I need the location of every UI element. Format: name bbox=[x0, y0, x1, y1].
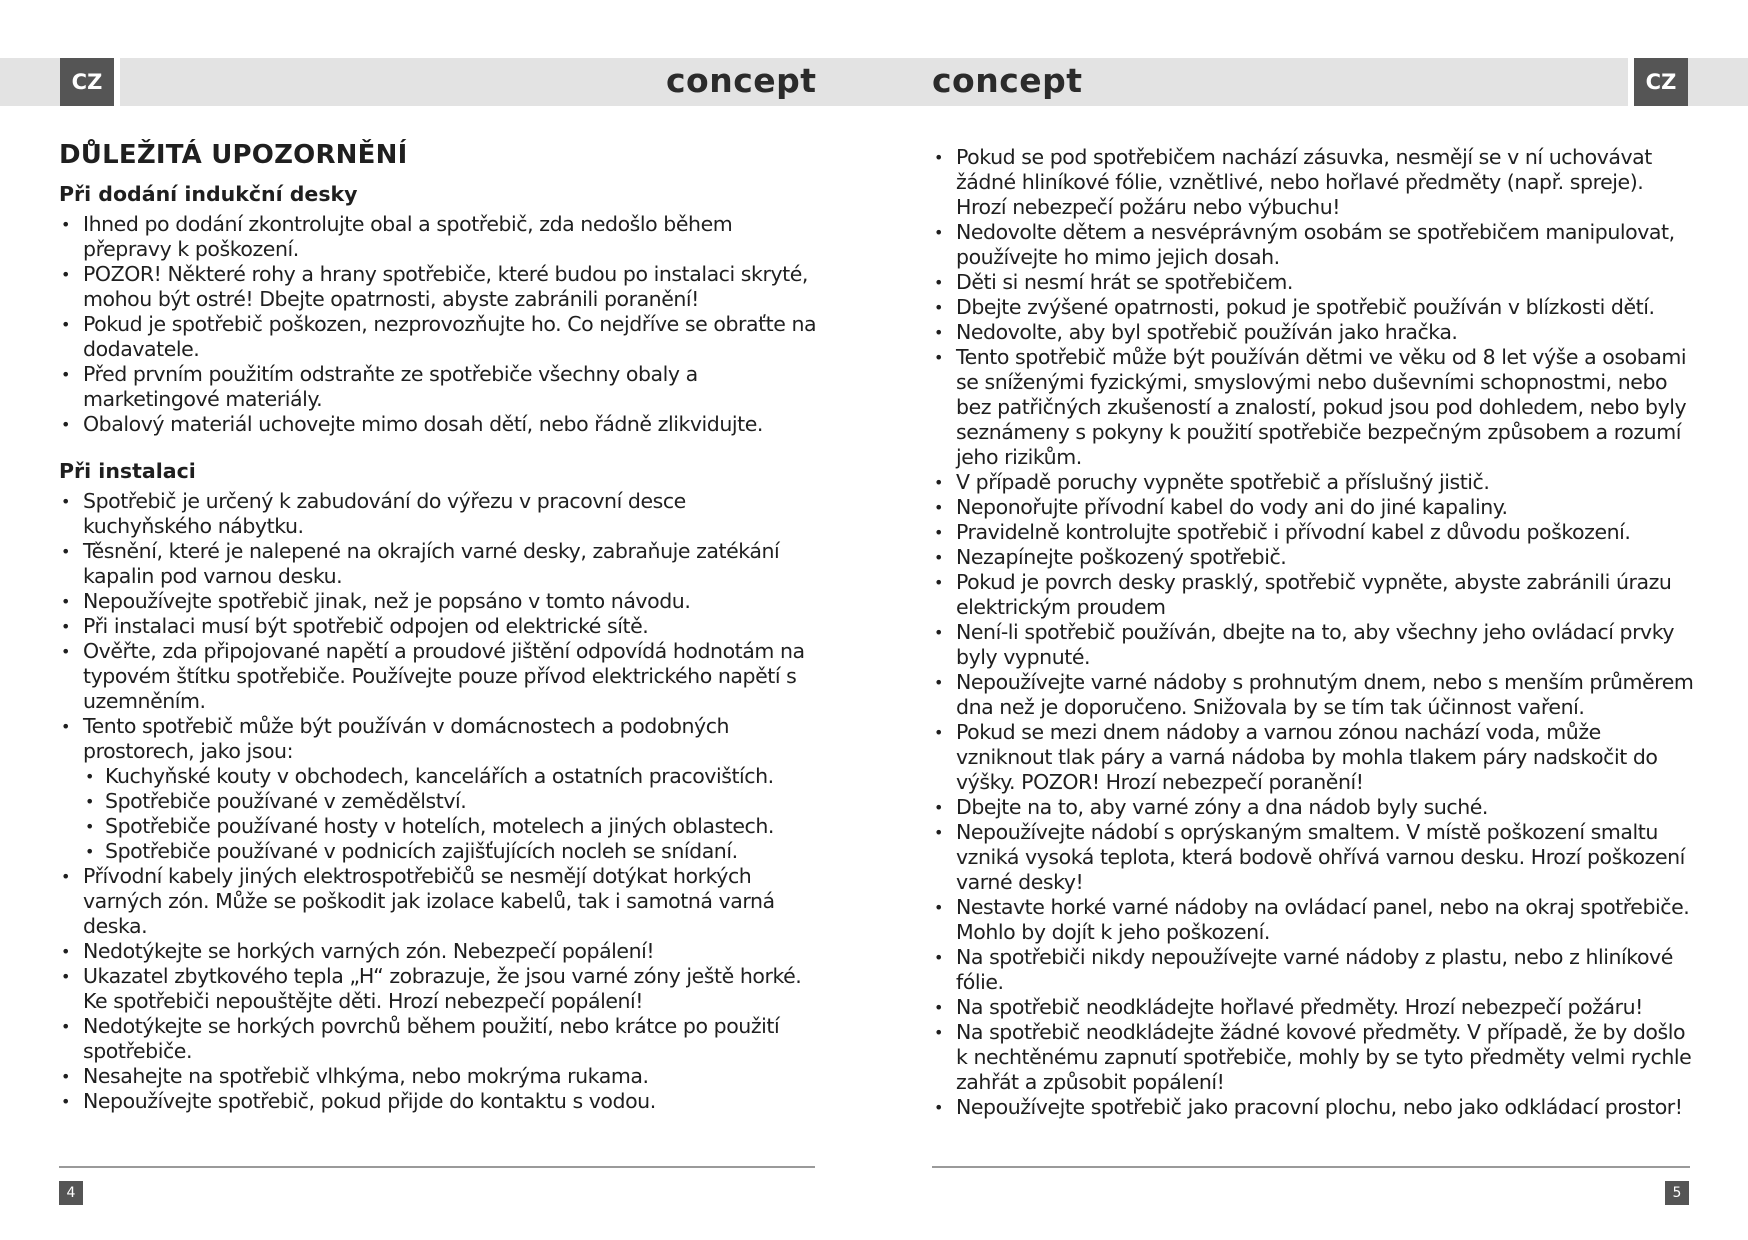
footer-rule-right bbox=[932, 1166, 1690, 1168]
list-item: • Nepoužívejte varné nádoby s prohnutým dnem, nebo s menším průměrem dna než je doporučeno. Snižovala by se tím tak účinnost vaření. bbox=[932, 670, 1694, 720]
brand-logo-right: concept bbox=[932, 61, 1083, 100]
list-item: • Ověřte, zda připojované napětí a proudové jištění odpovídá hodnotám na typovém štítku spotřebiče. Používejte pouze přívod elektrického napětí s uzemněním. bbox=[59, 639, 819, 714]
warnings-list bbox=[932, 145, 1694, 1120]
page-title: DŮLEŽITÁ UPOZORNĚNÍ bbox=[59, 140, 408, 170]
language-badge-right: CZ bbox=[1634, 58, 1688, 106]
footer-rule-left bbox=[59, 1166, 815, 1168]
section-heading-installation: Při instalaci bbox=[59, 459, 196, 483]
list-item: • Nedotýkejte se horkých povrchů během použití, nebo krátce po použití spotřebiče. bbox=[59, 1014, 819, 1064]
sub-list-item: • Spotřebiče používané v zemědělství. bbox=[59, 789, 819, 814]
list-item: • Pravidelně kontrolujte spotřebič i přívodní kabel z důvodu poškození. bbox=[932, 520, 1694, 545]
list-item: • Nezapínejte poškozený spotřebič. bbox=[932, 545, 1694, 570]
list-item: • Při instalaci musí být spotřebič odpojen od elektrické sítě. bbox=[59, 614, 819, 639]
list-item: • Dbejte na to, aby varné zóny a dna nádob byly suché. bbox=[932, 795, 1694, 820]
list-item: • POZOR! Některé rohy a hrany spotřebiče, které budou po instalaci skryté, mohou být ostré! Dbejte opatrnosti, abyste zabránili poranění! bbox=[59, 262, 819, 312]
list-item: • Tento spotřebič může být používán dětmi ve věku od 8 let výše a osobami se sníženými fyzickými, smyslovými nebo duševními schopnostmi, nebo bez patřičných zkušeností a znalostí, pokud jsou pod dohledem, nebo byly seznámeny s pokyny k použití spotřebiče bezpečným způsobem a rozumí jeho rizikům. bbox=[932, 345, 1694, 470]
installation-list bbox=[59, 489, 819, 764]
installation-sublist bbox=[59, 764, 819, 864]
list-item: • Nedotýkejte se horkých varných zón. Nebezpečí popálení! bbox=[59, 939, 819, 964]
right-page bbox=[932, 145, 1694, 1120]
list-item: • Pokud se pod spotřebičem nachází zásuvka, nesmějí se v ní uchovávat žádné hliníkové fólie, vznětlivé, nebo hořlavé předměty (např. spreje). Hrozí nebezpečí požáru nebo výbuchu! bbox=[932, 145, 1694, 220]
left-page bbox=[59, 140, 819, 1114]
list-item: • Nesahejte na spotřebič vlhkýma, nebo mokrýma rukama. bbox=[59, 1064, 819, 1089]
list-item: • Dbejte zvýšené opatrnosti, pokud je spotřebič používán v blízkosti dětí. bbox=[932, 295, 1694, 320]
list-item: • Těsnění, které je nalepené na okrajích varné desky, zabraňuje zatékání kapalin pod varnou desku. bbox=[59, 539, 819, 589]
list-item: • Pokud je spotřebič poškozen, nezprovozňujte ho. Co nejdříve se obraťte na dodavatele. bbox=[59, 312, 819, 362]
page-number-left: 4 bbox=[59, 1181, 83, 1205]
list-item: • Na spotřebič neodkládejte hořlavé předměty. Hrozí nebezpečí požáru! bbox=[932, 995, 1694, 1020]
list-item: • Nedovolte dětem a nesvéprávným osobám se spotřebičem manipulovat, používejte ho mimo jejich dosah. bbox=[932, 220, 1694, 270]
list-item: • Ukazatel zbytkového tepla „H“ zobrazuje, že jsou varné zóny ještě horké. Ke spotřebiči nepouštějte děti. Hrozí nebezpečí popálení! bbox=[59, 964, 819, 1014]
delivery-list bbox=[59, 212, 819, 437]
list-item: • Není-li spotřebič používán, dbejte na to, aby všechny jeho ovládací prvky byly vypnuté. bbox=[932, 620, 1694, 670]
sub-list-item: • Spotřebiče používané hosty v hotelích, motelech a jiných oblastech. bbox=[59, 814, 819, 839]
list-item: • Nepoužívejte spotřebič jinak, než je popsáno v tomto návodu. bbox=[59, 589, 819, 614]
page-number-right: 5 bbox=[1665, 1181, 1689, 1205]
list-item: • Ihned po dodání zkontrolujte obal a spotřebič, zda nedošlo během přepravy k poškození. bbox=[59, 212, 819, 262]
list-item: • Nedovolte, aby byl spotřebič používán jako hračka. bbox=[932, 320, 1694, 345]
list-item: • Na spotřebiči nikdy nepoužívejte varné nádoby z plastu, nebo z hliníkové fólie. bbox=[932, 945, 1694, 995]
list-item: • Před prvním použitím odstraňte ze spotřebiče všechny obaly a marketingové materiály. bbox=[59, 362, 819, 412]
list-item: • Nepoužívejte spotřebič jako pracovní plochu, nebo jako odkládací prostor! bbox=[932, 1095, 1694, 1120]
sub-list-item: • Kuchyňské kouty v obchodech, kancelářích a ostatních pracovištích. bbox=[59, 764, 819, 789]
list-item: • Děti si nesmí hrát se spotřebičem. bbox=[932, 270, 1694, 295]
section-heading-delivery: Při dodání indukční desky bbox=[59, 182, 358, 206]
list-item: • Obalový materiál uchovejte mimo dosah dětí, nebo řádně zlikvidujte. bbox=[59, 412, 819, 437]
list-item: • Nestavte horké varné nádoby na ovládací panel, nebo na okraj spotřebiče. Mohlo by dojít k jeho poškození. bbox=[932, 895, 1694, 945]
list-item: • Na spotřebič neodkládejte žádné kovové předměty. V případě, že by došlo k nechtěnému zapnutí spotřebiče, mohly by se tyto předměty velmi rychle zahřát a způsobit popálení! bbox=[932, 1020, 1694, 1095]
brand-logo-left: concept bbox=[666, 61, 817, 100]
sub-list-item: • Spotřebiče používané v podnicích zajišťujících nocleh se snídaní. bbox=[59, 839, 819, 864]
list-item: • Pokud je povrch desky prasklý, spotřebič vypněte, abyste zabránili úrazu elektrickým proudem bbox=[932, 570, 1694, 620]
list-item: • Tento spotřebič může být používán v domácnostech a podobných prostorech, jako jsou: bbox=[59, 714, 819, 764]
list-item: • Nepoužívejte spotřebič, pokud přijde do kontaktu s vodou. bbox=[59, 1089, 819, 1114]
list-item: • Pokud se mezi dnem nádoby a varnou zónou nachází voda, může vzniknout tlak páry a varná nádoba by mohla tlakem páry nadskočit do výšky. POZOR! Hrozí nebezpečí poranění! bbox=[932, 720, 1694, 795]
installation-list-continued bbox=[59, 864, 819, 1114]
language-badge-left: CZ bbox=[60, 58, 114, 106]
list-item: • Spotřebič je určený k zabudování do výřezu v pracovní desce kuchyňského nábytku. bbox=[59, 489, 819, 539]
list-item: • Neponořujte přívodní kabel do vody ani do jiné kapaliny. bbox=[932, 495, 1694, 520]
list-item: • Přívodní kabely jiných elektrospotřebičů se nesmějí dotýkat horkých varných zón. Může se poškodit jak izolace kabelů, tak i samotná varná deska. bbox=[59, 864, 819, 939]
list-item: • V případě poruchy vypněte spotřebič a příslušný jistič. bbox=[932, 470, 1694, 495]
list-item: • Nepoužívejte nádobí s oprýskaným smaltem. V místě poškození smaltu vzniká vysoká teplota, která bodově ohřívá varnou desku. Hrozí poškození varné desky! bbox=[932, 820, 1694, 895]
